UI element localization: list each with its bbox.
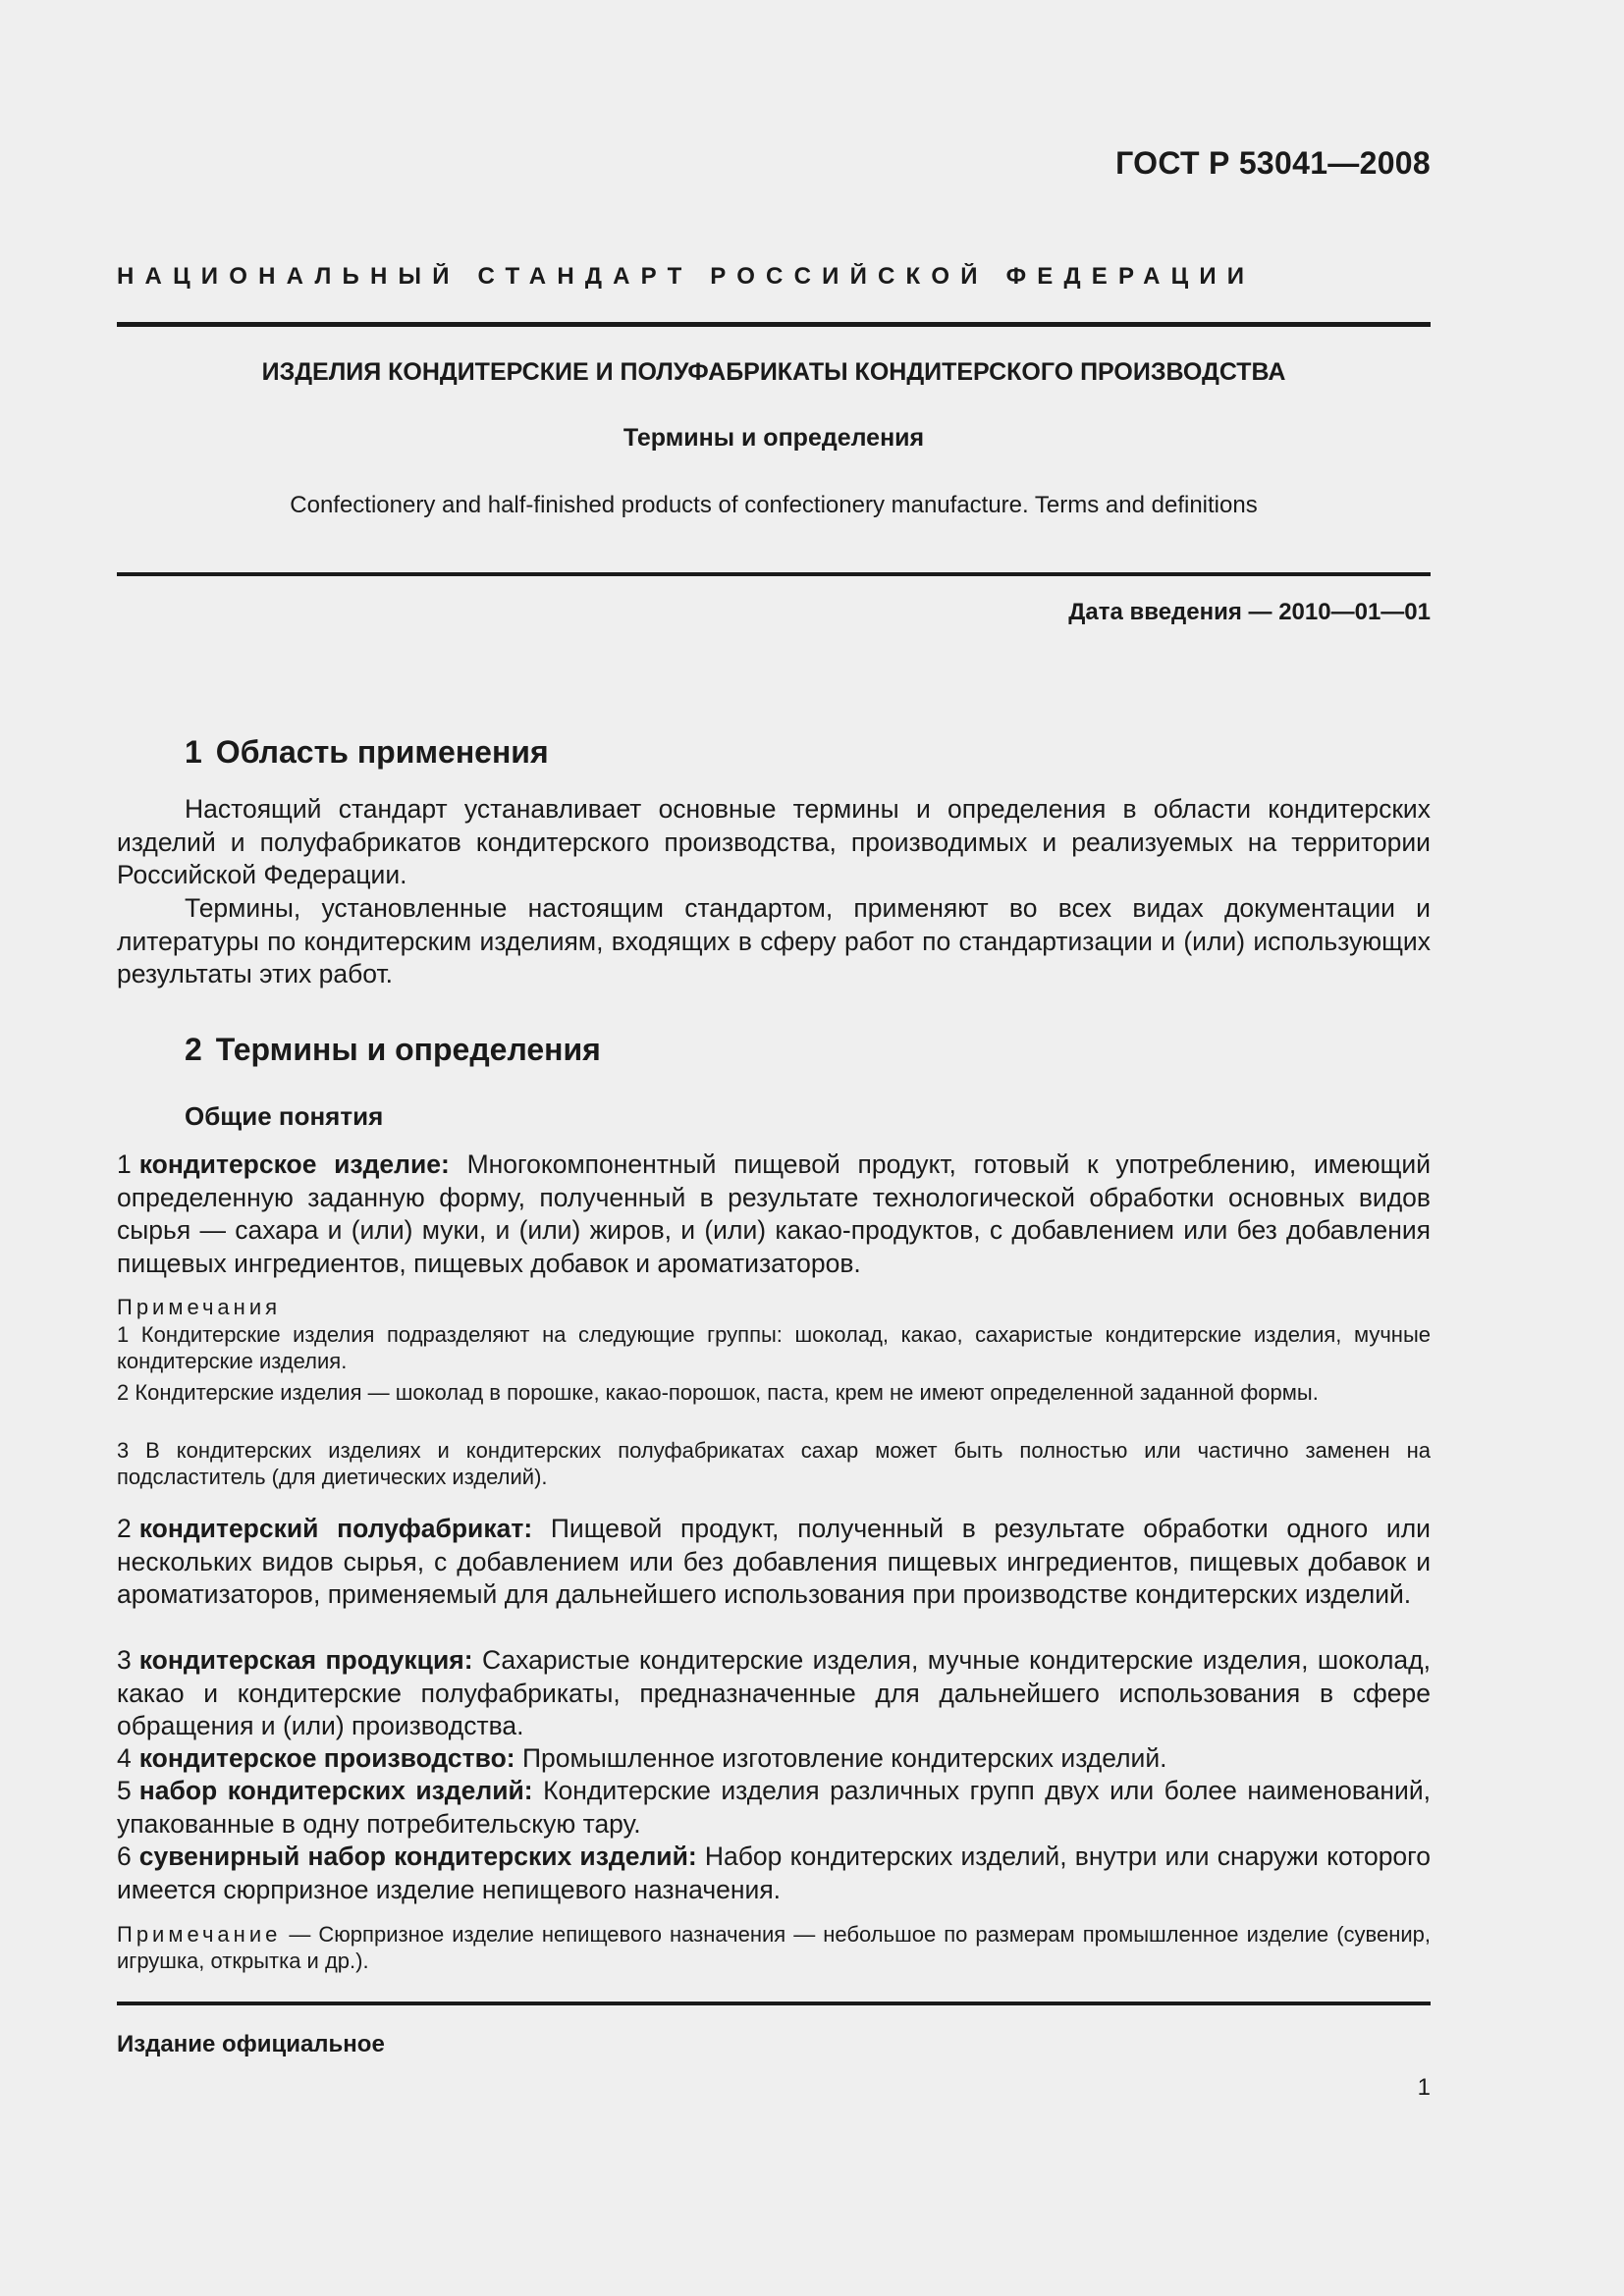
term-number: 5 xyxy=(117,1776,132,1805)
footer-rule xyxy=(117,2002,1431,2005)
title-rule xyxy=(117,572,1431,576)
document-title-english: Confectionery and half-finished products of confectionery manufacture. Terms and definitions xyxy=(290,492,1258,518)
term-number: 4 xyxy=(117,1743,132,1773)
term-number: 3 xyxy=(117,1645,132,1675)
term-definition: Кондитерские изделия различных групп двух или более наименований, упакованные в одну потребительскую тару. xyxy=(117,1776,1431,1839)
page-number: 1 xyxy=(1417,2074,1431,2101)
note-item: 2 Кондитерские изделия — шоколад в порошке, какао-порошок, паста, крем не имеют определенной заданной формы. xyxy=(117,1380,1319,1405)
section-title: Термины и определения xyxy=(215,1032,601,1067)
term-entry xyxy=(117,1148,1431,1280)
section-1-paragraph: Настоящий стандарт устанавливает основные термины и определения в области кондитерских изделий и полуфабрикатов кондитерского производства, производимых и реализуемых на территории Российской Федерации. xyxy=(117,794,1431,889)
note-label: Примечание xyxy=(117,1922,282,1947)
term-definition: Пищевой продукт, полученный в результате обработки одного или нескольких видов сырья, с добавлением или без добавления пищевых ингредиентов, пищевых добавок и ароматизаторов, применяемый для дальнейшего использования при производстве кондитерских изделий. xyxy=(117,1514,1431,1609)
note-item xyxy=(117,1922,1431,1974)
term-name: кондитерское производство: xyxy=(138,1743,515,1773)
subsection-heading: Общие понятия xyxy=(185,1101,384,1131)
header-rule xyxy=(117,322,1431,327)
note-item: 1 Кондитерские изделия подразделяют на следующие группы: шоколад, какао, сахаристые кондитерские изделия, мучные кондитерские изделия. xyxy=(117,1322,1431,1373)
standard-code: ГОСТ Р 53041—2008 xyxy=(1115,145,1431,181)
term-definition: Промышленное изготовление кондитерских изделий. xyxy=(521,1743,1167,1773)
national-standard-heading: НАЦИОНАЛЬНЫЙ СТАНДАРТ РОССИЙСКОЙ ФЕДЕРАЦИИ xyxy=(117,263,1256,290)
term-number: 1 xyxy=(117,1149,132,1179)
term-name: набор кондитерских изделий: xyxy=(138,1776,533,1805)
term-number: 6 xyxy=(117,1842,132,1871)
section-number: 2 xyxy=(185,1032,202,1067)
term-number: 2 xyxy=(117,1514,132,1543)
section-number: 1 xyxy=(185,734,202,770)
term-entry xyxy=(117,1644,1431,1743)
term-entry xyxy=(117,1742,1431,1776)
section-2-heading xyxy=(185,1032,601,1068)
note-text: — Сюрпризное изделие непищевого назначения — небольшое по размерам промышленное изделие (сувенир, игрушка, открытка и др.). xyxy=(117,1922,1431,1973)
term-name: сувенирный набор кондитерских изделий: xyxy=(138,1842,697,1871)
term-name: кондитерская продукция: xyxy=(138,1645,473,1675)
term-definition: Сахаристые кондитерские изделия, мучные кондитерские изделия, шоколад, какао и кондитерские полуфабрикаты, предназначенные для дальнейшего использования в сфере обращения и (или) производства. xyxy=(117,1645,1431,1740)
note-item: 3 В кондитерских изделиях и кондитерских полуфабрикатах сахар может быть полностью или частично заменен на подсластитель (для диетических изделий). xyxy=(117,1438,1431,1489)
document-title: ИЗДЕЛИЯ КОНДИТЕРСКИЕ И ПОЛУФАБРИКАТЫ КОНДИТЕРСКОГО ПРОИЗВОДСТВА xyxy=(261,358,1286,386)
official-edition-label: Издание официальное xyxy=(117,2031,385,2057)
introduction-date: Дата введения — 2010—01—01 xyxy=(1068,599,1431,625)
term-definition: Набор кондитерских изделий, внутри или снаружи которого имеется сюрпризное изделие непищевого назначения. xyxy=(117,1842,1431,1904)
section-title: Область применения xyxy=(215,734,549,770)
term-entry xyxy=(117,1775,1431,1841)
section-1-heading xyxy=(185,734,549,771)
term-entry xyxy=(117,1841,1431,1906)
term-name: кондитерское изделие: xyxy=(138,1149,450,1179)
term-name: кондитерский полуфабрикат: xyxy=(138,1514,533,1543)
term-entry xyxy=(117,1513,1431,1612)
term-definition: Многокомпонентный пищевой продукт, готовый к употреблению, имеющий определенную заданную форму, полученный в результате технологической обработки основных видов сырья — сахара и (или) муки, и (или) жиров, и (или) какао-продуктов, с добавлением или без добавления пищевых ингредиентов, пищевых добавок и ароматизаторов. xyxy=(117,1149,1431,1278)
section-1-paragraph: Термины, установленные настоящим стандартом, применяют во всех видах документации и литературы по кондитерским изделиям, входящих в сферу работ по стандартизации и (или) использующих результаты этих работ. xyxy=(117,893,1431,988)
notes-heading: Примечания xyxy=(117,1295,282,1319)
document-subtitle: Термины и определения xyxy=(623,424,925,452)
